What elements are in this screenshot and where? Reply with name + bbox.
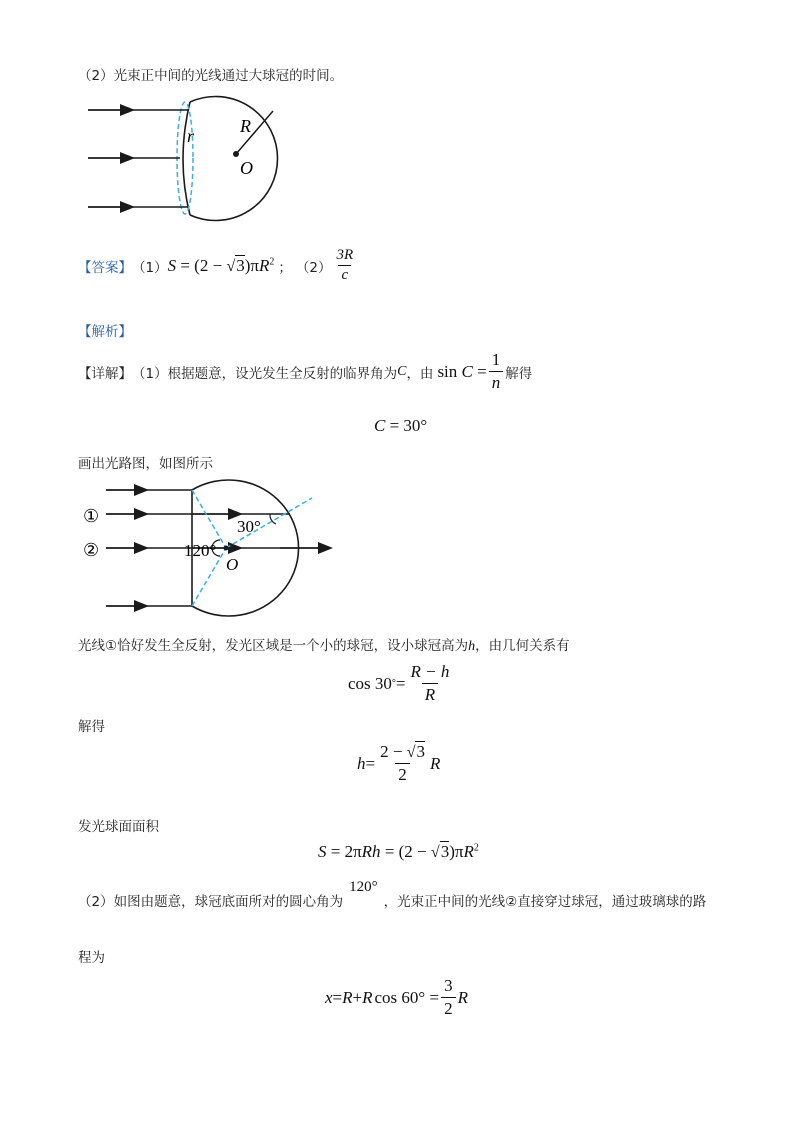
answer-p2: （2）: [295, 259, 332, 276]
answer-formula-S: $S = (2 - √3)\pi R^2$: [167, 255, 275, 275]
dash-top-to-O: [192, 490, 226, 548]
label-circle-1: ①: [83, 506, 100, 527]
label-circle-2: ②: [83, 540, 100, 561]
analysis-label: 【解析】: [78, 324, 132, 340]
figure-light-path: [80, 470, 350, 620]
line1-text: 光线①恰好发生全反射，发光区域是一个小的球冠，设小球冠高为h，由几何关系有: [78, 638, 570, 654]
question-part2: （2）光束正中间的光线通过大球冠的时间。: [78, 68, 344, 84]
label-O-2: O: [226, 555, 239, 574]
answer-label: 【答案】: [78, 259, 132, 276]
formula-h: h = $\frac{2 - √3}{2}$ R: [357, 742, 441, 784]
draw-path-text: 画出光路图，如图所示: [78, 456, 213, 472]
label-120deg: 120°: [184, 541, 217, 560]
detail-text2: ，由: [406, 365, 434, 382]
detail-line: [78, 350, 532, 393]
answer-p1: （1）: [132, 259, 168, 276]
area-label: 发光球面面积: [78, 819, 159, 835]
center-point-2: [224, 546, 229, 551]
detail-C: C: [397, 363, 407, 379]
part2-text-line1: （2）如图由题意，球冠底面所对的圆心角为 120° ，光束正中间的光线②直接穿过球冠，通过玻璃球的路: [78, 879, 707, 910]
cap-boundary: [183, 102, 190, 215]
center-point: [233, 151, 239, 157]
part2-text-line2: 程为: [78, 950, 105, 966]
answer-line: [78, 247, 358, 284]
figure-sphere-cap: [80, 90, 320, 230]
result-C-30: C = 30°: [374, 416, 428, 435]
sphere-outline: [190, 97, 278, 221]
solve-label: 解得: [78, 719, 105, 735]
answer-formula-t: $\frac{3R}{c}$: [336, 247, 354, 283]
label-O: O: [240, 158, 253, 178]
detail-text3: 解得: [505, 365, 533, 382]
label-r: r: [187, 126, 195, 146]
formula-1-over-n: $\frac{1}{n}$: [489, 350, 504, 393]
label-30deg: 30°: [237, 517, 261, 536]
label-R: R: [240, 116, 251, 136]
detail-text1: （1）根据题意，设光发生全反射的临界角为: [132, 365, 398, 382]
detail-label: 【详解】: [78, 365, 132, 382]
formula-sinC: sin C =: [437, 361, 487, 381]
formula-x: x = R + R cos 60° = $\frac{3}{2}$ R: [325, 976, 468, 1018]
answer-sep: ；: [278, 259, 292, 276]
angle-120-inline: 120°: [349, 879, 378, 895]
formula-cos30: cos 30 ° = $\frac{R - h}{R}$: [348, 662, 450, 704]
formula-S-area: $S = 2\pi Rh = (2 - √3)\pi R^2$: [318, 842, 479, 861]
